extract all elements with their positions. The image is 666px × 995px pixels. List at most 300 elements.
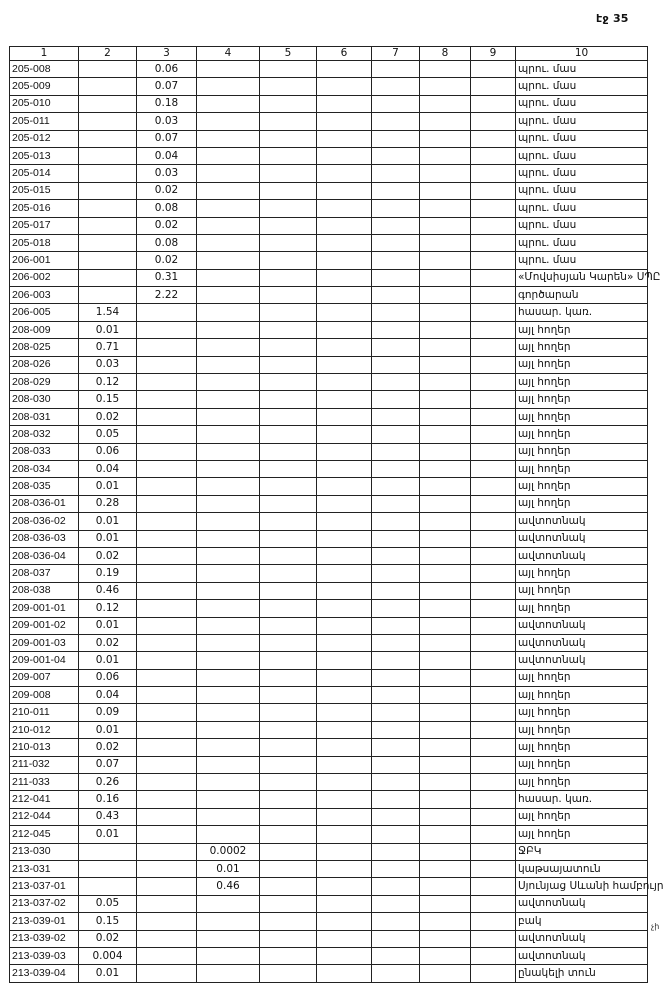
cell-c2: 0.02 (79, 547, 137, 564)
empty-cell (317, 687, 372, 704)
cell-c1: 209-001-03 (10, 634, 79, 651)
empty-cell (260, 287, 317, 304)
empty-cell (372, 200, 420, 217)
cell-c3 (137, 600, 197, 617)
cell-c4 (197, 234, 260, 251)
cell-c10: այլ հողեր (516, 721, 648, 738)
cell-c4 (197, 530, 260, 547)
cell-c10: այլ հողեր (516, 321, 648, 338)
cell-c1: 206-003 (10, 287, 79, 304)
cell-c4 (197, 61, 260, 78)
cell-c10: ավտոտնակ (516, 634, 648, 651)
cell-c2 (79, 217, 137, 234)
cell-c1: 213-039-03 (10, 947, 79, 964)
cell-c1: 213-030 (10, 843, 79, 860)
table-row (10, 617, 648, 634)
cell-c3 (137, 634, 197, 651)
cell-c10: այլ հողեր (516, 756, 648, 773)
cell-c10: պրու. մաս (516, 113, 648, 130)
cell-c1: 205-017 (10, 217, 79, 234)
empty-cell (317, 356, 372, 373)
cell-c4 (197, 895, 260, 912)
cell-c4 (197, 513, 260, 530)
empty-cell (317, 617, 372, 634)
cell-c2: 0.01 (79, 721, 137, 738)
empty-cell (317, 61, 372, 78)
empty-cell (420, 721, 471, 738)
empty-cell (317, 495, 372, 512)
empty-cell (317, 739, 372, 756)
cell-c10: հասար. կառ. (516, 304, 648, 321)
cell-c4 (197, 130, 260, 147)
empty-cell (260, 234, 317, 251)
table-row (10, 61, 648, 78)
empty-cell (372, 513, 420, 530)
empty-cell (420, 356, 471, 373)
cell-c2: 0.01 (79, 617, 137, 634)
empty-cell (420, 200, 471, 217)
empty-cell (471, 391, 516, 408)
cell-c1: 208-009 (10, 321, 79, 338)
cell-c10: ՋԲԿ (516, 843, 648, 860)
empty-cell (317, 826, 372, 843)
empty-cell (372, 634, 420, 651)
empty-cell (471, 408, 516, 425)
cell-c10: գործարան (516, 287, 648, 304)
cell-c3 (137, 774, 197, 791)
cell-c10: այլ հողեր (516, 374, 648, 391)
cell-c2: 0.12 (79, 600, 137, 617)
empty-cell (471, 826, 516, 843)
cell-c2: 0.09 (79, 704, 137, 721)
page-number: էջ 35 (596, 12, 629, 25)
cell-c10: այլ հողեր (516, 391, 648, 408)
empty-cell (420, 930, 471, 947)
empty-cell (260, 113, 317, 130)
cell-c4: 0.0002 (197, 843, 260, 860)
empty-cell (317, 443, 372, 460)
empty-cell (471, 95, 516, 112)
cell-c3 (137, 408, 197, 425)
empty-cell (317, 321, 372, 338)
empty-cell (471, 687, 516, 704)
empty-cell (260, 704, 317, 721)
empty-cell (260, 547, 317, 564)
empty-cell (372, 356, 420, 373)
cell-c4 (197, 582, 260, 599)
empty-cell (420, 287, 471, 304)
empty-cell (420, 460, 471, 477)
cell-c3: 0.02 (137, 182, 197, 199)
cell-c10: պրու. մաս (516, 95, 648, 112)
cell-c10: այլ հողեր (516, 565, 648, 582)
empty-cell (260, 878, 317, 895)
empty-cell (317, 287, 372, 304)
empty-cell (260, 774, 317, 791)
empty-cell (471, 634, 516, 651)
empty-cell (420, 878, 471, 895)
empty-cell (471, 547, 516, 564)
cell-c3 (137, 460, 197, 477)
empty-cell (420, 617, 471, 634)
cell-c3: 0.06 (137, 61, 197, 78)
empty-cell (420, 443, 471, 460)
column-header-3: 3 (137, 47, 197, 61)
empty-cell (420, 687, 471, 704)
empty-cell (372, 791, 420, 808)
empty-cell (372, 530, 420, 547)
cell-c10: այլ հողեր (516, 774, 648, 791)
cell-c3 (137, 739, 197, 756)
cell-c10: պրու. մաս (516, 61, 648, 78)
cell-c4 (197, 200, 260, 217)
empty-cell (372, 582, 420, 599)
cell-c1: 213-037-02 (10, 895, 79, 912)
cell-c3 (137, 808, 197, 825)
empty-cell (420, 965, 471, 982)
cell-c2 (79, 252, 137, 269)
cell-c2: 0.04 (79, 460, 137, 477)
empty-cell (471, 478, 516, 495)
table-row (10, 965, 648, 982)
cell-c10: ավտոտնակ (516, 895, 648, 912)
empty-cell (260, 739, 317, 756)
cell-c2: 0.01 (79, 530, 137, 547)
cell-c4: 0.46 (197, 878, 260, 895)
empty-cell (372, 652, 420, 669)
cell-c2 (79, 61, 137, 78)
empty-cell (260, 356, 317, 373)
table-row (10, 460, 648, 477)
cell-c2 (79, 95, 137, 112)
empty-cell (420, 634, 471, 651)
cell-c3 (137, 687, 197, 704)
cell-c3 (137, 652, 197, 669)
cell-c2 (79, 78, 137, 95)
cell-c4 (197, 756, 260, 773)
cell-c3 (137, 826, 197, 843)
table-row (10, 391, 648, 408)
cell-c2 (79, 234, 137, 251)
cell-c3 (137, 339, 197, 356)
table-row (10, 582, 648, 599)
empty-cell (317, 339, 372, 356)
cell-c1: 208-033 (10, 443, 79, 460)
cell-c4 (197, 669, 260, 686)
cell-c2 (79, 843, 137, 860)
cell-c10: հասար. կառ. (516, 791, 648, 808)
cell-c1: 209-008 (10, 687, 79, 704)
empty-cell (317, 269, 372, 286)
cell-c4 (197, 808, 260, 825)
empty-cell (260, 669, 317, 686)
empty-cell (260, 182, 317, 199)
cell-c2: 0.19 (79, 565, 137, 582)
empty-cell (260, 321, 317, 338)
empty-cell (372, 774, 420, 791)
empty-cell (471, 843, 516, 860)
empty-cell (317, 547, 372, 564)
cell-c3 (137, 965, 197, 982)
empty-cell (317, 878, 372, 895)
cell-c10: այլ հողեր (516, 443, 648, 460)
cell-c2: 0.71 (79, 339, 137, 356)
cell-c1: 205-008 (10, 61, 79, 78)
cell-c1: 209-001-01 (10, 600, 79, 617)
empty-cell (372, 947, 420, 964)
empty-cell (260, 147, 317, 164)
empty-cell (317, 234, 372, 251)
cell-c4 (197, 95, 260, 112)
empty-cell (317, 860, 372, 877)
cell-c4 (197, 947, 260, 964)
empty-cell (372, 860, 420, 877)
column-header-5: 5 (260, 47, 317, 61)
cell-c10: պրու. մաս (516, 234, 648, 251)
cell-c3: 0.03 (137, 165, 197, 182)
empty-cell (420, 304, 471, 321)
empty-cell (260, 61, 317, 78)
cell-c2: 0.15 (79, 391, 137, 408)
cell-c4 (197, 460, 260, 477)
cell-c4 (197, 495, 260, 512)
empty-cell (260, 843, 317, 860)
empty-cell (260, 930, 317, 947)
cell-c2: 0.01 (79, 478, 137, 495)
empty-cell (260, 687, 317, 704)
empty-cell (471, 113, 516, 130)
cell-c10: պրու. մաս (516, 182, 648, 199)
cell-c10: կաթսայատուն (516, 860, 648, 877)
empty-cell (471, 339, 516, 356)
cell-c1: 208-036-04 (10, 547, 79, 564)
empty-cell (372, 339, 420, 356)
empty-cell (260, 269, 317, 286)
cell-c1: 210-011 (10, 704, 79, 721)
empty-cell (317, 182, 372, 199)
empty-cell (420, 547, 471, 564)
empty-cell (471, 530, 516, 547)
empty-cell (317, 669, 372, 686)
empty-cell (420, 391, 471, 408)
empty-cell (317, 130, 372, 147)
empty-cell (372, 930, 420, 947)
cell-c3 (137, 495, 197, 512)
empty-cell (317, 600, 372, 617)
empty-cell (471, 61, 516, 78)
empty-cell (260, 78, 317, 95)
empty-cell (317, 704, 372, 721)
empty-cell (471, 913, 516, 930)
empty-cell (317, 756, 372, 773)
empty-cell (471, 374, 516, 391)
table-row (10, 721, 648, 738)
empty-cell (420, 739, 471, 756)
cell-c1: 208-026 (10, 356, 79, 373)
cell-c2: 0.01 (79, 826, 137, 843)
empty-cell (317, 478, 372, 495)
empty-cell (372, 826, 420, 843)
table-row (10, 808, 648, 825)
empty-cell (260, 600, 317, 617)
cell-c2: 0.15 (79, 913, 137, 930)
empty-cell (260, 895, 317, 912)
empty-cell (420, 374, 471, 391)
empty-cell (260, 339, 317, 356)
empty-cell (260, 721, 317, 738)
empty-cell (372, 687, 420, 704)
empty-cell (260, 478, 317, 495)
cell-c2: 0.01 (79, 321, 137, 338)
empty-cell (260, 947, 317, 964)
empty-cell (372, 304, 420, 321)
cell-c4 (197, 617, 260, 634)
cell-c4 (197, 287, 260, 304)
empty-cell (260, 565, 317, 582)
cell-c1: 205-009 (10, 78, 79, 95)
table-row (10, 947, 648, 964)
empty-cell (420, 269, 471, 286)
empty-cell (420, 252, 471, 269)
empty-cell (372, 165, 420, 182)
empty-cell (471, 704, 516, 721)
cell-c10: այլ հողեր (516, 600, 648, 617)
empty-cell (372, 113, 420, 130)
cell-c3 (137, 947, 197, 964)
empty-cell (317, 426, 372, 443)
column-header-1: 1 (10, 47, 79, 61)
cell-c4 (197, 391, 260, 408)
cell-c2: 0.01 (79, 652, 137, 669)
empty-cell (317, 165, 372, 182)
empty-cell (420, 321, 471, 338)
cell-c1: 209-001-04 (10, 652, 79, 669)
empty-cell (372, 147, 420, 164)
table-row (10, 200, 648, 217)
cell-c2: 0.07 (79, 756, 137, 773)
cell-c3 (137, 443, 197, 460)
cell-c3 (137, 913, 197, 930)
table-row (10, 321, 648, 338)
cell-c1: 208-036-01 (10, 495, 79, 512)
cell-c3 (137, 582, 197, 599)
table-row (10, 426, 648, 443)
empty-cell (420, 95, 471, 112)
empty-cell (372, 234, 420, 251)
cell-c10: այլ հողեր (516, 704, 648, 721)
empty-cell (260, 582, 317, 599)
table-row (10, 704, 648, 721)
table-row (10, 756, 648, 773)
cell-c10: «Մովսիսյան Կարեն» ՍՊԸ (516, 269, 648, 286)
empty-cell (420, 182, 471, 199)
cell-c1: 210-012 (10, 721, 79, 738)
empty-cell (372, 600, 420, 617)
table-row (10, 547, 648, 564)
cell-c10: այլ հողեր (516, 687, 648, 704)
empty-cell (471, 130, 516, 147)
cell-c4 (197, 913, 260, 930)
cell-c4 (197, 321, 260, 338)
table-row (10, 600, 648, 617)
empty-cell (471, 582, 516, 599)
cell-c10: պրու. մաս (516, 165, 648, 182)
cell-c2 (79, 113, 137, 130)
cell-c2: 0.06 (79, 669, 137, 686)
empty-cell (372, 61, 420, 78)
cell-c1: 205-011 (10, 113, 79, 130)
cell-c4 (197, 426, 260, 443)
cell-c1: 213-039-04 (10, 965, 79, 982)
empty-cell (471, 321, 516, 338)
table-row (10, 374, 648, 391)
table-row (10, 913, 648, 930)
cell-c2: 0.06 (79, 443, 137, 460)
cell-c10: այլ հողեր (516, 808, 648, 825)
empty-cell (260, 95, 317, 112)
cell-c3 (137, 878, 197, 895)
cell-c2: 0.02 (79, 930, 137, 947)
empty-cell (420, 513, 471, 530)
table-row (10, 634, 648, 651)
cell-c1: 212-041 (10, 791, 79, 808)
cell-c1: 208-031 (10, 408, 79, 425)
cell-c10: պրու. մաս (516, 217, 648, 234)
empty-cell (471, 443, 516, 460)
cell-c2: 0.03 (79, 356, 137, 373)
cell-c1: 205-016 (10, 200, 79, 217)
empty-cell (471, 269, 516, 286)
table-row (10, 495, 648, 512)
cell-c3: 0.02 (137, 252, 197, 269)
empty-cell (317, 930, 372, 947)
empty-cell (372, 217, 420, 234)
empty-cell (260, 374, 317, 391)
cell-c1: 208-025 (10, 339, 79, 356)
cell-c3 (137, 791, 197, 808)
empty-cell (471, 965, 516, 982)
empty-cell (372, 95, 420, 112)
empty-cell (317, 721, 372, 738)
cell-c1: 208-034 (10, 460, 79, 477)
empty-cell (317, 78, 372, 95)
empty-cell (420, 669, 471, 686)
empty-cell (372, 443, 420, 460)
empty-cell (420, 495, 471, 512)
cell-c10: ավտոտնակ (516, 930, 648, 947)
empty-cell (471, 600, 516, 617)
header-row (10, 47, 648, 61)
empty-cell (420, 339, 471, 356)
cell-c4 (197, 408, 260, 425)
table-row (10, 565, 648, 582)
cell-c3: 0.03 (137, 113, 197, 130)
empty-cell (317, 391, 372, 408)
empty-cell (420, 756, 471, 773)
table-row (10, 652, 648, 669)
cell-c4 (197, 687, 260, 704)
empty-cell (260, 391, 317, 408)
cell-c10: ավտոտնակ (516, 652, 648, 669)
empty-cell (420, 791, 471, 808)
column-header-6: 6 (317, 47, 372, 61)
cell-c3 (137, 547, 197, 564)
cell-c1: 208-032 (10, 426, 79, 443)
empty-cell (372, 460, 420, 477)
cell-c2 (79, 269, 137, 286)
table-row (10, 304, 648, 321)
cell-c1: 208-035 (10, 478, 79, 495)
